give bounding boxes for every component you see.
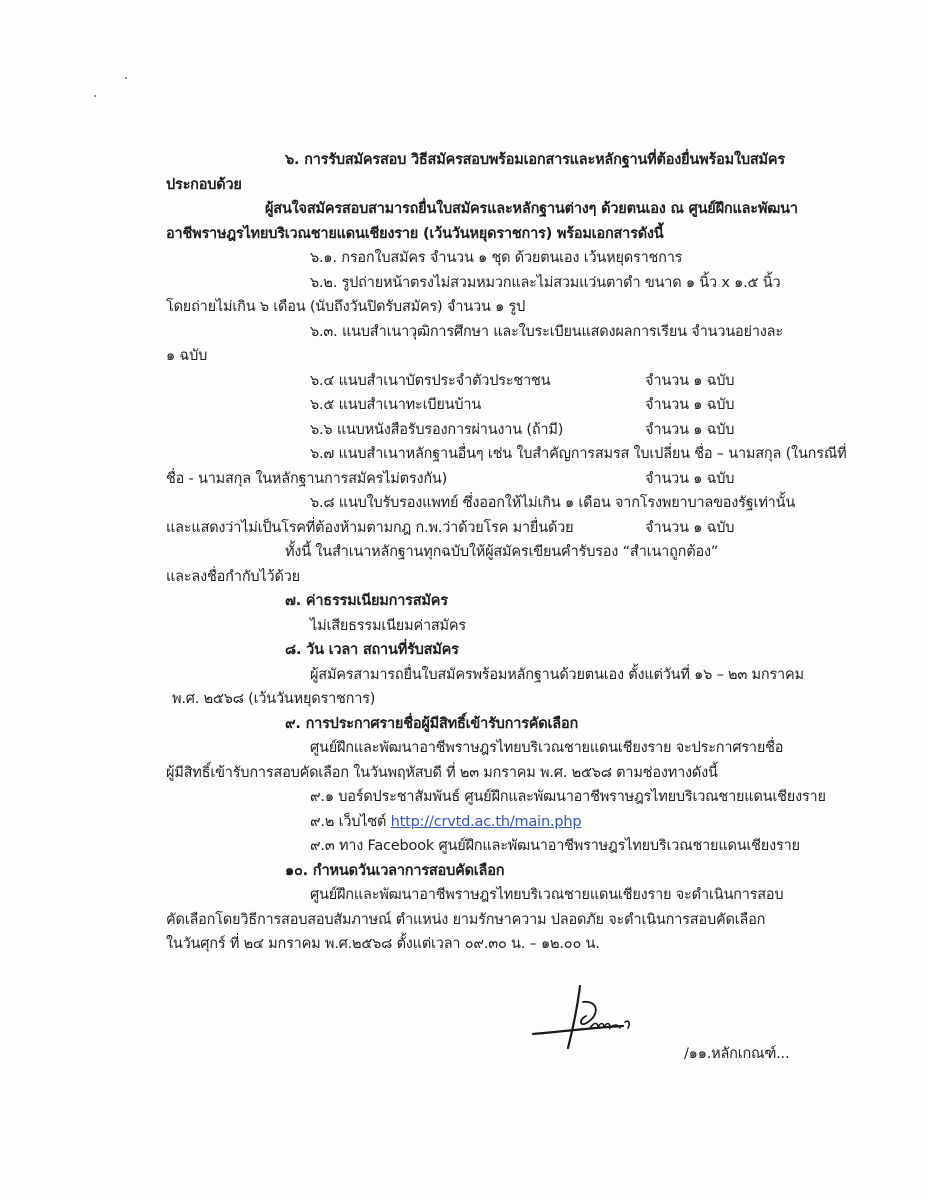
section6-item3-cont: ๑ ฉบับ: [166, 348, 208, 364]
section8-heading: ๘. วัน เวลา สถานที่รับสมัคร: [285, 642, 459, 658]
section6-item6-qty: จำนวน ๑ ฉบับ: [645, 422, 735, 438]
section6-note: ทั้งนี้ ในสำเนาหลักฐานทุกฉบับให้ผู้สมัครเขียนคำรับรอง “สำเนาถูกต้อง”: [285, 544, 719, 560]
section10-body: ศูนย์ฝึกและพัฒนาอาชีพราษฎรไทยบริเวณชายแดนเชียงราย จะดำเนินการสอบ: [310, 887, 784, 903]
section6-item5-qty: จำนวน ๑ ฉบับ: [645, 397, 735, 413]
section9-body-cont: ผู้มีสิทธิ์เข้ารับการสอบคัดเลือก ในวันพฤหัสบดี ที่ ๒๓ มกราคม พ.ศ. ๒๕๖๘ ตามช่องทางดังนี้: [166, 765, 718, 781]
section6-heading: ๖. การรับสมัครสอบ วิธีสมัครสอบพร้อมเอกสารและหลักฐานที่ต้องยื่นพร้อมใบสมัคร: [285, 152, 785, 168]
section6-heading-cont: ประกอบด้วย: [166, 177, 242, 193]
section6-item8-qty: จำนวน ๑ ฉบับ: [645, 520, 735, 536]
section6-item7-cont: ชื่อ - นามสกุล ในหลักฐานการสมัครไม่ตรงกัน): [166, 471, 448, 487]
section7-body: ไม่เสียธรรมเนียมค่าสมัคร: [310, 618, 466, 634]
scan-speck: [94, 95, 96, 97]
section6-item4-qty: จำนวน ๑ ฉบับ: [645, 373, 735, 389]
page-continuation: /๑๑.หลักเกณฑ์...: [684, 1046, 790, 1062]
section6-note-cont: และลงชื่อกำกับไว้ด้วย: [166, 569, 300, 585]
section6-item7: ๖.๗ แนบสำเนาหลักฐานอื่นๆ เช่น ใบสำคัญการสมรส ใบเปลี่ยน ชื่อ – นามสกุล (ในกรณีที่: [310, 446, 847, 462]
section9-item2-label: ๙.๒ เว็บไซต์: [310, 814, 387, 830]
section9-item3: ๙.๓ ทาง Facebook ศูนย์ฝึกและพัฒนาอาชีพราษฎรไทยบริเวณชายแดนเชียงราย: [310, 838, 800, 854]
section10-body-cont2: ในวันศุกร์ ที่ ๒๔ มกราคม พ.ศ.๒๕๖๘ ตั้งแต่เวลา ๐๙.๓๐ น. – ๑๒.๐๐ น.: [166, 936, 600, 952]
section6-item4: ๖.๔ แนบสำเนาบัตรประจำตัวประชาชน: [310, 373, 551, 389]
section6-item8-cont: และแสดงว่าไม่เป็นโรคที่ต้องห้ามตามกฎ ก.พ.ว่าด้วยโรค มายื่นด้วย: [166, 520, 574, 536]
section6-item7-qty: จำนวน ๑ ฉบับ: [645, 471, 735, 487]
section10-heading: ๑๐. กำหนดวันเวลาการสอบคัดเลือก: [285, 863, 505, 879]
section6-item2-cont: โดยถ่ายไม่เกิน ๖ เดือน (นับถึงวันปิดรับสมัคร) จำนวน ๑ รูป: [166, 299, 526, 315]
section6-intro-cont: อาชีพราษฎรไทยบริเวณชายแดนเชียงราย (เว้นวันหยุดราชการ) พร้อมเอกสารดังนี้: [166, 226, 664, 242]
website-link[interactable]: http://crvtd.ac.th/main.php: [390, 814, 582, 830]
section6-item5: ๖.๕ แนบสำเนาทะเบียนบ้าน: [310, 397, 482, 413]
section6-intro: ผู้สนใจสมัครสอบสามารถยื่นใบสมัครและหลักฐานต่างๆ ด้วยตนเอง ณ ศูนย์ฝึกและพัฒนา: [265, 201, 798, 217]
scan-speck: [125, 77, 127, 79]
section6-item2: ๖.๒. รูปถ่ายหน้าตรงไม่สวมหมวกและไม่สวมแว่นตาดำ ขนาด ๑ นิ้ว x ๑.๕ นิ้ว: [310, 275, 781, 291]
section6-item6: ๖.๖ แนบหนังสือรับรองการผ่านงาน (ถ้ามี): [310, 422, 564, 438]
section9-heading: ๙. การประกาศรายชื่อผู้มีสิทธิ์เข้ารับการคัดเลือก: [285, 716, 579, 732]
section10-body-cont: คัดเลือกโดยวิธีการสอบสอบสัมภาษณ์ ตำแหน่ง ยามรักษาความ ปลอดภัย จะดำเนินการสอบคัดเลือก: [166, 912, 766, 928]
signature-image: [528, 982, 648, 1052]
section9-body: ศูนย์ฝึกและพัฒนาอาชีพราษฎรไทยบริเวณชายแดนเชียงราย จะประกาศรายชื่อ: [310, 740, 784, 756]
section6-item3: ๖.๓. แนบสำเนาวุฒิการศึกษา และใบระเบียนแสดงผลการเรียน จำนวนอย่างละ: [310, 324, 783, 340]
section6-item1: ๖.๑. กรอกใบสมัคร จำนวน ๑ ชุด ด้วยตนเอง เว้นหยุดราชการ: [310, 250, 683, 266]
section9-item1: ๙.๑ บอร์ดประชาสัมพันธ์ ศูนย์ฝึกและพัฒนาอาชีพราษฎรไทยบริเวณชายแดนเชียงราย: [310, 789, 826, 805]
section7-heading: ๗. ค่าธรรมเนียมการสมัคร: [285, 593, 448, 609]
section8-body: ผู้สมัครสามารถยื่นใบสมัครพร้อมหลักฐานด้วยตนเอง ตั้งแต่วันที่ ๑๖ – ๒๓ มกราคม: [310, 667, 804, 683]
section8-body-cont: พ.ศ. ๒๕๖๘ (เว้นวันหยุดราชการ): [172, 691, 376, 707]
section6-item8: ๖.๘ แนบใบรับรองแพทย์ ซึ่งออกให้ไม่เกิน ๑ เดือน จากโรงพยาบาลของรัฐเท่านั้น: [310, 495, 796, 511]
section9-item2: [310, 812, 581, 832]
